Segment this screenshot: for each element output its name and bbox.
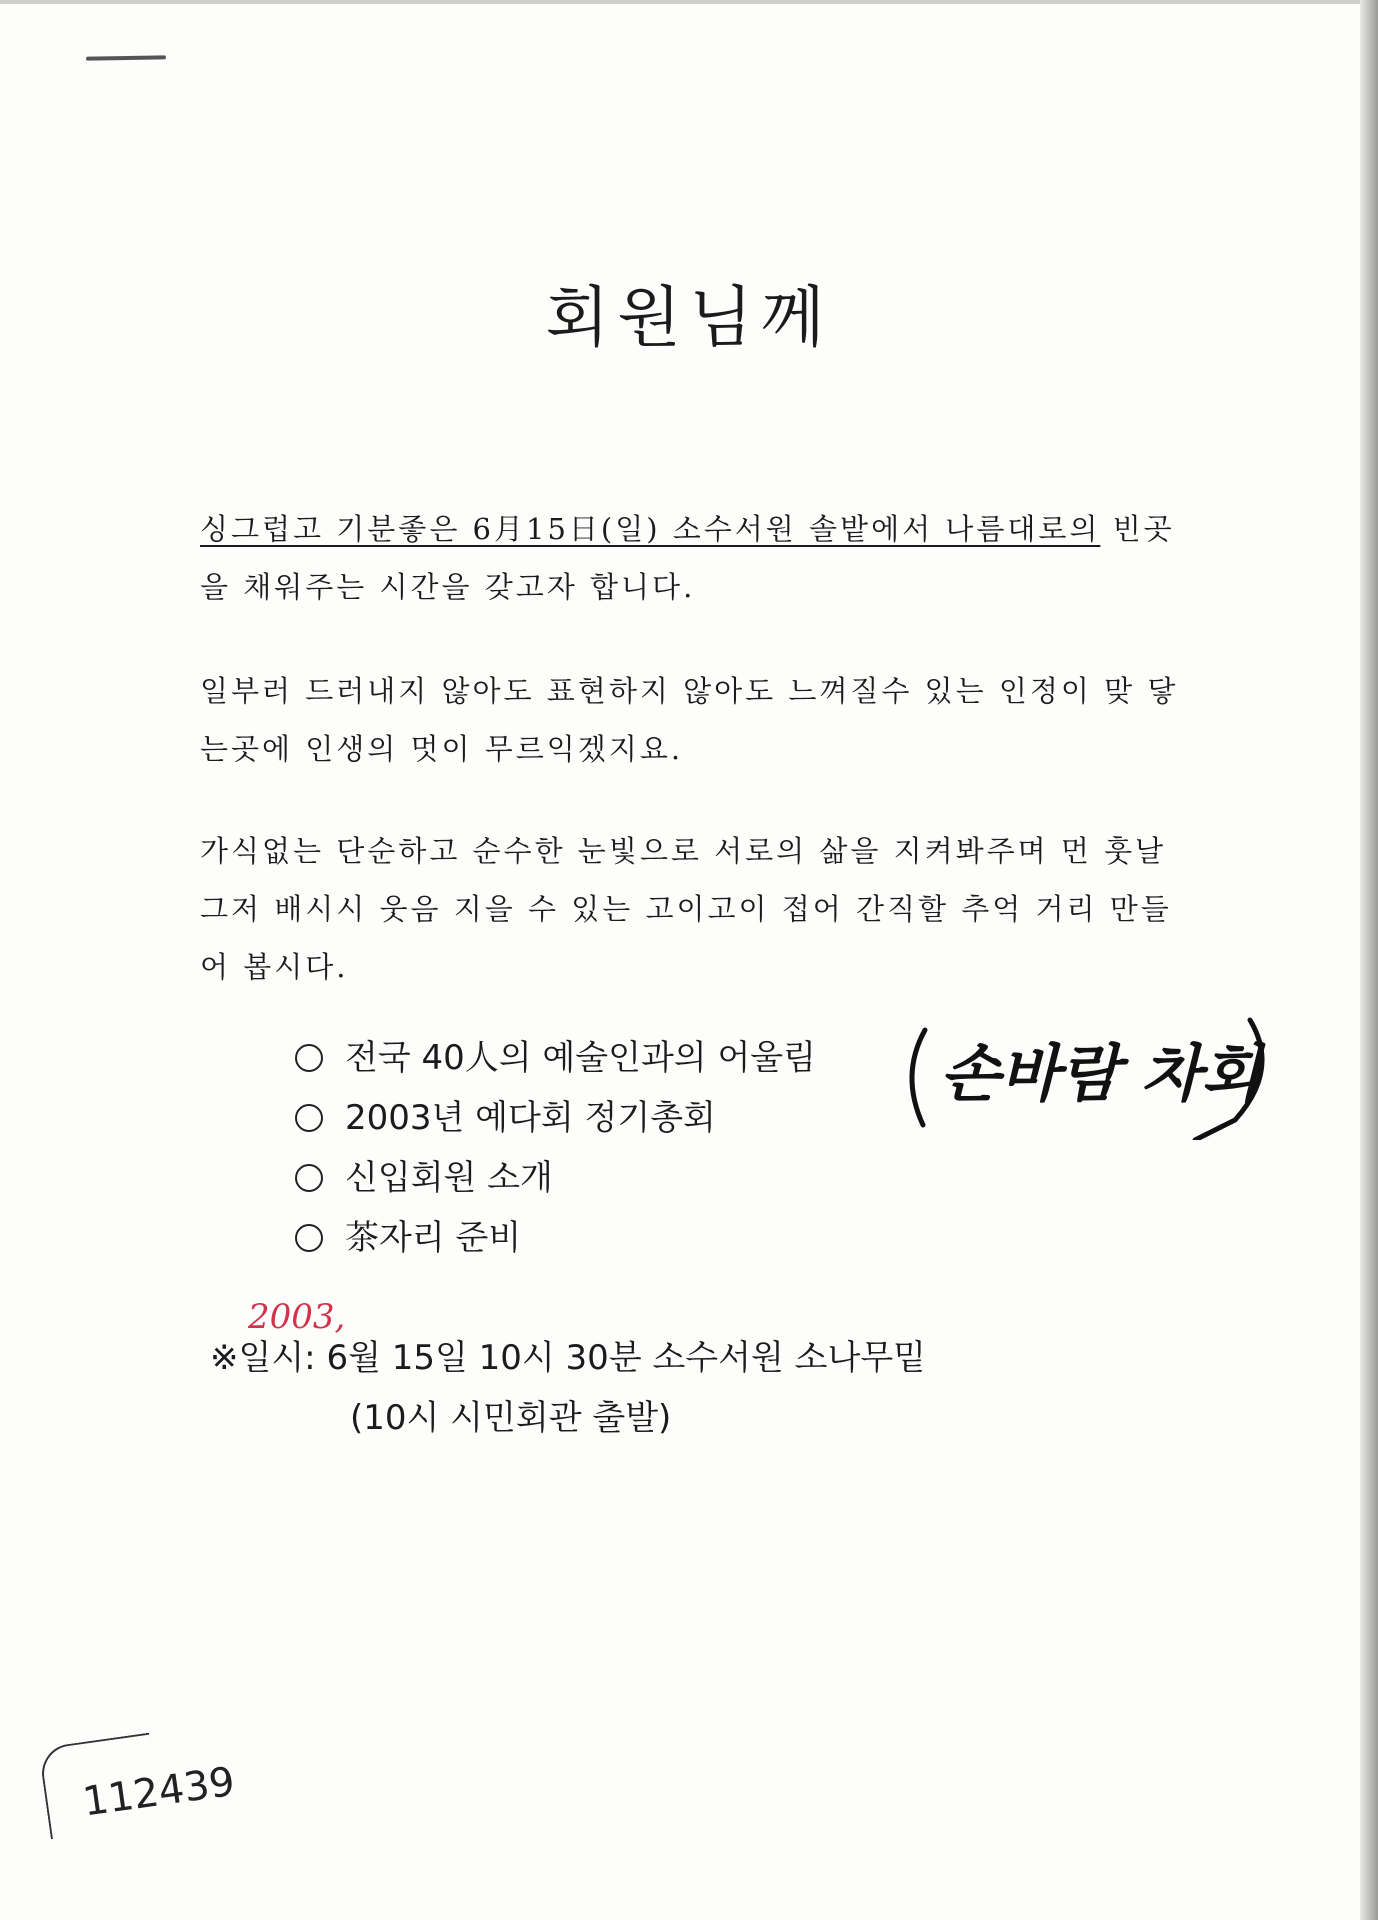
circle-bullet-icon [295, 1104, 323, 1132]
schedule-departure: (10시 시민회관 출발) [350, 1398, 672, 1438]
agenda-item [295, 1148, 816, 1208]
schedule-line: ※일시: 6월 15일 10시 30분 소수서원 소나무밑 [210, 1338, 927, 1378]
circle-bullet-icon [295, 1164, 323, 1192]
circle-bullet-icon [295, 1224, 323, 1252]
handwritten-annotation [895, 1010, 1280, 1140]
paragraph-1 [200, 500, 1190, 616]
agenda-item [295, 1088, 816, 1148]
page-top-edge [0, 0, 1378, 4]
paragraph-2: 일부러 드러내지 않아도 표현하지 않아도 느껴질수 있는 인정이 맞 닿는곳에 인생의 멋이 무르익겠지요. [200, 674, 1179, 766]
agenda-item [295, 1028, 816, 1088]
agenda-item [295, 1208, 816, 1268]
paragraph-1-rest: 빈곳을 채워주는 시간을 갖고자 합니다. [200, 512, 1175, 604]
paragraph-1-underlined: 싱그럽고 기분좋은 6月15日(일) 소수서원 솔밭에서 나름대로의 [200, 512, 1101, 546]
handwritten-year-text: 2003, [248, 1297, 346, 1337]
agenda-item-label: 茶자리 준비 [345, 1218, 522, 1258]
agenda-item-label: 신입회원 소개 [345, 1158, 553, 1198]
agenda-item-label: 전국 40人의 예술인과의 어울림 [345, 1038, 816, 1078]
agenda-item-label: 2003년 예다회 정기총회 [345, 1098, 716, 1138]
handwritten-annotation-text: 손바람 차회 [940, 1037, 1262, 1110]
staple-mark [86, 55, 166, 60]
paragraph-3: 가식없는 단순하고 순수한 눈빛으로 서로의 삶을 지켜봐주며 먼 훗날 그저 배시시 웃음 지을 수 있는 고이고이 접어 간직할 추억 거리 만들어 봅시다. [200, 834, 1172, 984]
letter-title: 회원님께 [545, 279, 833, 357]
agenda-list [295, 1028, 816, 1268]
circle-bullet-icon [295, 1044, 323, 1072]
document-number-stamp: 112439 [80, 1758, 238, 1826]
